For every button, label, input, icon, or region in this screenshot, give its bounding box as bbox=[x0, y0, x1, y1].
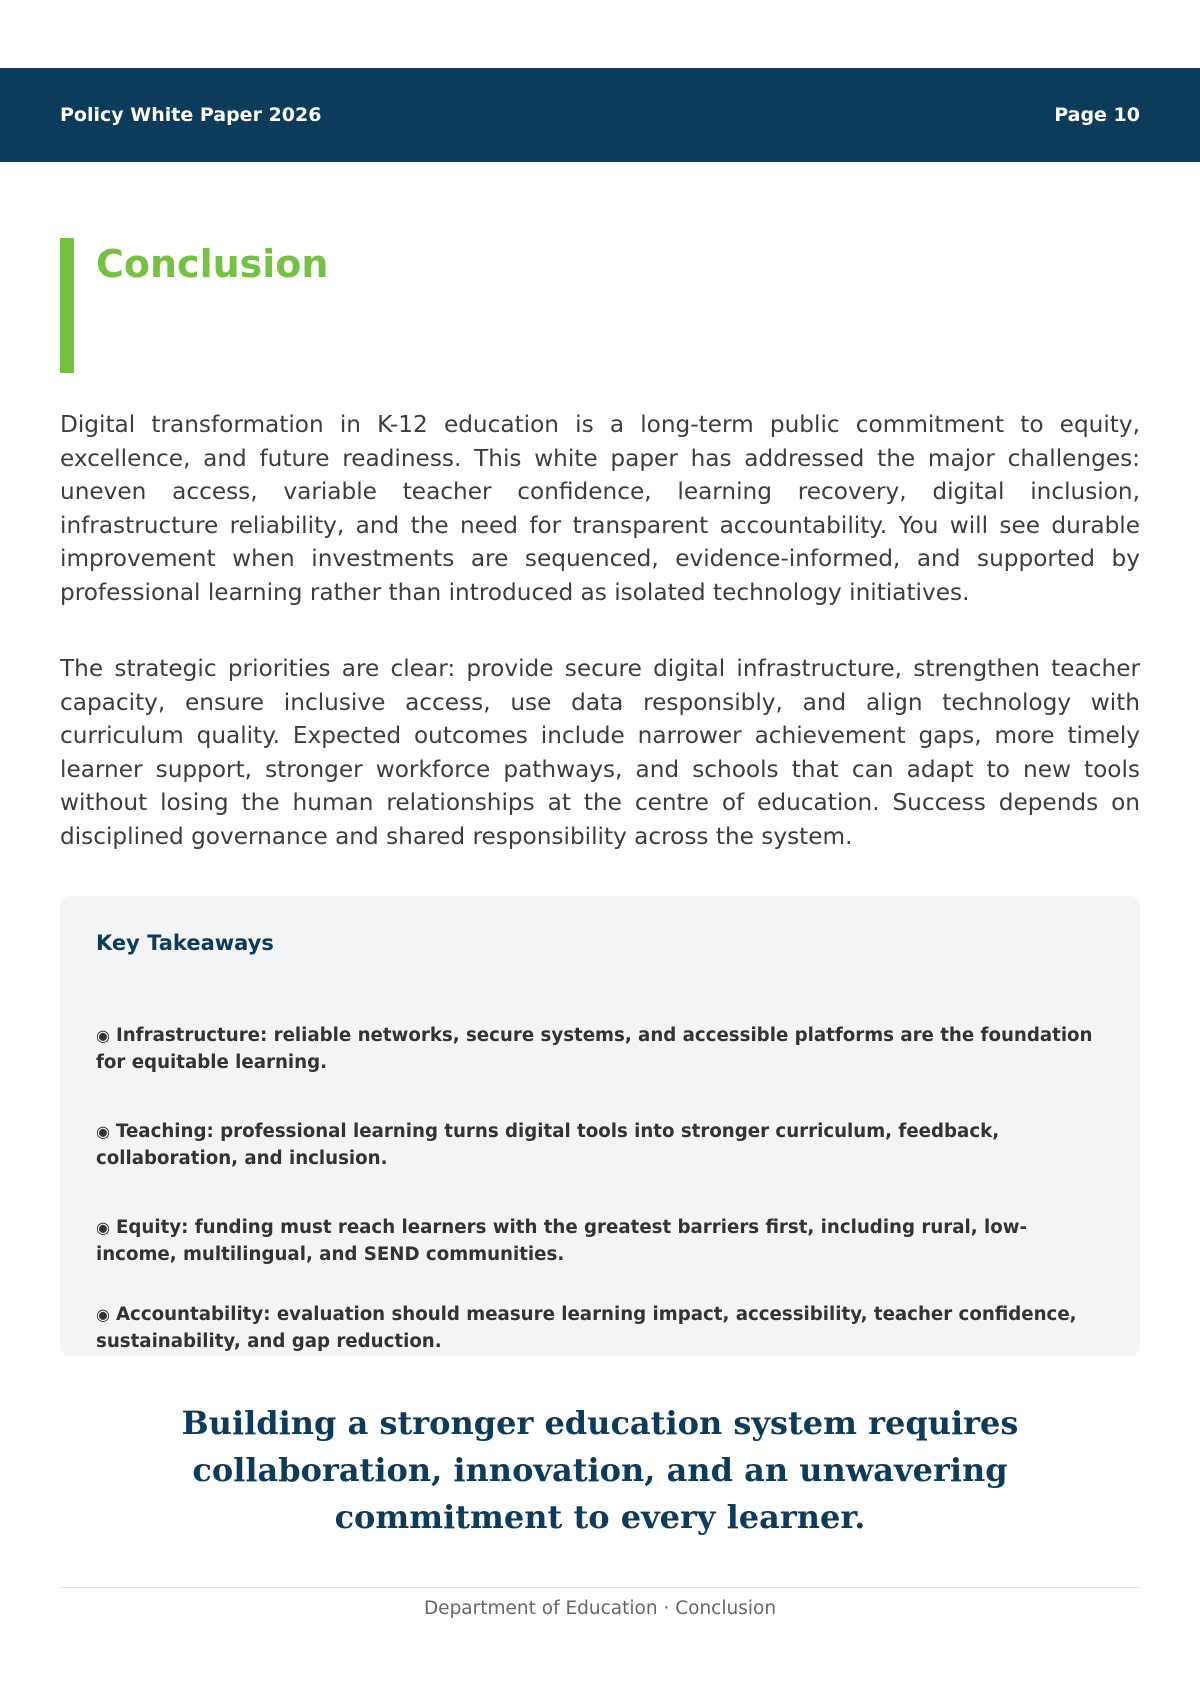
key-takeaways-box bbox=[60, 896, 1140, 1356]
takeaway-item bbox=[96, 1214, 1106, 1268]
takeaway-text: Equity: funding must reach learners with the greatest barriers first, including rural, low-income, multilingual, and SEND communities. bbox=[96, 1217, 1028, 1265]
radio-bullet-icon: ◉ bbox=[96, 1305, 110, 1324]
takeaway-item bbox=[96, 1022, 1106, 1076]
body-paragraph: Digital transformation in K-12 education is a long-term public commitment to equity, excellence, and future readiness. This white paper has addressed the major challenges: uneven access, variable teacher confidence, learning recovery, digital inclusion, infrastructure reliability, and the need for transparent accountability. You will see durable improvement when investments are sequenced, evidence-informed, and supported by professional learning rather than introduced as isolated technology initiatives. bbox=[60, 411, 1140, 606]
body-paragraph: The strategic priorities are clear: provide secure digital infrastructure, strengthen teacher capacity, ensure inclusive access, use data responsibly, and align technology with curriculum quality. Expected outcomes include narrower achievement gaps, more timely learner support, stronger workforce pathways, and schools that can adapt to new tools without losing the human relationships at the centre of education. Success depends on disciplined governance and shared responsibility across the system. bbox=[60, 655, 1140, 850]
radio-bullet-icon: ◉ bbox=[96, 1218, 110, 1237]
takeaway-item bbox=[96, 1118, 1106, 1172]
radio-bullet-icon: ◉ bbox=[96, 1026, 110, 1045]
section-title: Conclusion bbox=[96, 242, 329, 286]
takeaway-item bbox=[96, 1301, 1106, 1355]
section-accent-bar bbox=[60, 238, 74, 373]
radio-bullet-icon: ◉ bbox=[96, 1122, 110, 1141]
document-title: Policy White Paper 2026 bbox=[60, 104, 322, 126]
key-takeaways-heading: Key Takeaways bbox=[96, 931, 274, 955]
footer-divider bbox=[60, 1587, 1140, 1588]
page-number: Page 10 bbox=[1054, 104, 1140, 126]
takeaway-text: Accountability: evaluation should measure learning impact, accessibility, teacher confidence, sustainability, and gap reduction. bbox=[96, 1304, 1077, 1352]
takeaway-text: Teaching: professional learning turns digital tools into stronger curriculum, feedback, collaboration, and inclusion. bbox=[96, 1121, 1000, 1169]
footer-text: Department of Education · Conclusion bbox=[423, 1598, 777, 1619]
closing-statement: Building a stronger education system requires collaboration, innovation, and an unwavering commitment to every learner. bbox=[181, 1404, 1019, 1536]
takeaway-text: Infrastructure: reliable networks, secure systems, and accessible platforms are the foundation for equitable learning. bbox=[96, 1025, 1093, 1073]
